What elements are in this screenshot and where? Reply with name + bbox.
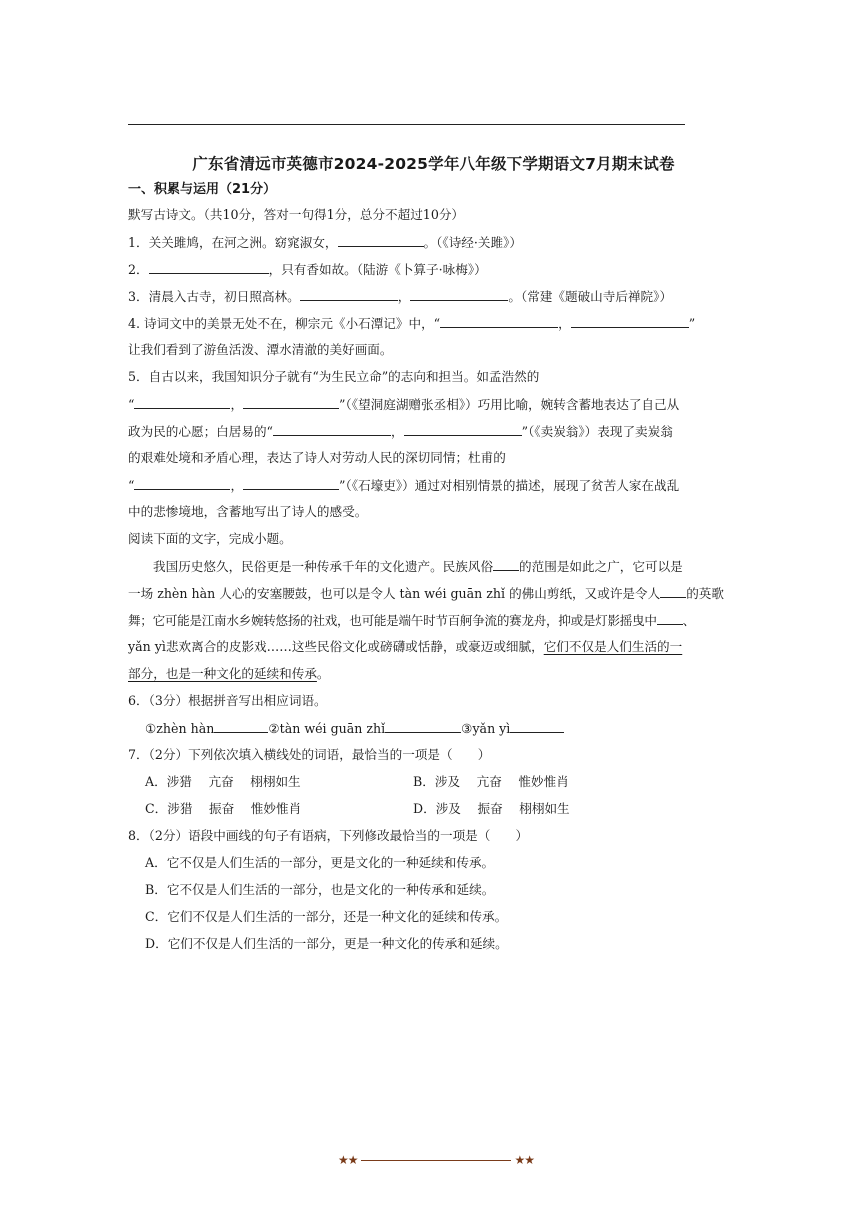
q5-line-2: [128, 395, 679, 414]
q7-option-a[interactable]: A．涉猎 亢奋 栩栩如生: [145, 774, 301, 789]
q2-text: ，只有香如故。（陆游《卜算子·咏梅》）: [268, 262, 487, 277]
star-icon: ★★: [338, 1153, 358, 1167]
q6-item-3: ③yǎn yì: [461, 721, 511, 736]
q1-text: 1．关关雎鸠，在河之洲。窈窕淑女，: [128, 235, 338, 250]
section-heading: 一、积累与运用（21分）: [128, 182, 277, 197]
q5-text: 政为民的心愿；白居易的“: [128, 424, 273, 439]
q6-items: [145, 719, 564, 738]
q6-item-1: ①zhèn hàn: [145, 721, 215, 736]
q2-blank[interactable]: [149, 260, 269, 274]
q5-quote-open: “: [128, 478, 135, 493]
question-7: 7．（2分）下列依次填入横线处的词语，最恰当的一项是（ ）: [128, 747, 491, 762]
q8-option-c[interactable]: C．它们不仅是人们生活的一部分，还是一种文化的延续和传承。: [145, 909, 508, 924]
q6-item-2: ②tàn wéi guān zhǐ: [268, 721, 386, 736]
underlined-sentence: 它们不仅是人们生活的一: [543, 639, 683, 654]
passage-line-4: [128, 638, 682, 656]
q3-blank-2[interactable]: [410, 287, 508, 301]
q7-option-d[interactable]: D．涉及 振奋 栩栩如生: [413, 801, 570, 816]
passage-text: 我国历史悠久，民俗更是一种传承千年的文化遗产。民族风俗: [153, 559, 494, 574]
q5-line-3: [128, 422, 673, 441]
q8-option-d[interactable]: D．它们不仅是人们生活的一部分，更是一种文化的传承和延续。: [145, 936, 508, 951]
question-5: 5．自古以来，我国知识分子就有“为生民立命”的志向和担当。如孟浩然的: [128, 369, 540, 384]
q3-comma: ，: [397, 289, 411, 304]
q5-blank-6[interactable]: [243, 476, 339, 490]
passage-text: 舞；它可能是江南水乡婉转悠扬的社戏，也可能是端午时节百舸争流的赛龙舟，抑或是灯影摇曳中: [128, 613, 657, 628]
page-title: 广东省清远市英德市2024-2025学年八年级下学期语文7月期末试卷: [192, 155, 675, 173]
q7-option-b[interactable]: B．涉及 亢奋 惟妙惟肖: [413, 774, 569, 789]
q4-quote: ”: [688, 316, 696, 331]
q4-blank-2[interactable]: [571, 314, 689, 328]
question-2: [128, 260, 487, 279]
q5-line-6: 中的悲惨境地，含蓄地写出了诗人的感受。: [128, 504, 368, 519]
q5-blank-5[interactable]: [134, 476, 230, 490]
q5-blank-4[interactable]: [404, 422, 522, 436]
q5-blank-3[interactable]: [273, 422, 391, 436]
q4-line-2: 让我们看到了游鱼活泼、潭水清澈的美好画面。: [128, 342, 393, 357]
q7-option-c[interactable]: C．涉猎 振奋 惟妙惟肖: [145, 801, 302, 816]
passage-text: 的英歌: [686, 586, 724, 601]
footer-divider: [361, 1160, 512, 1161]
q5-comma: ，: [230, 397, 244, 412]
passage-text: 。: [316, 666, 330, 681]
passage-blank-1[interactable]: [493, 557, 519, 571]
q3-source: 。（常建《题破山寺后禅院》）: [508, 289, 673, 304]
passage-text: 的范围是如此之广，它可以是: [519, 559, 683, 574]
q1-blank[interactable]: [338, 233, 424, 247]
q5-text: ”（《卖炭翁》）表现了卖炭翁: [521, 424, 673, 439]
q1-source: 。（《诗经·关雎》）: [423, 235, 522, 250]
q5-text: ”（《望洞庭湖赠张丞相》）巧用比喻，婉转含蓄地表达了自己从: [339, 397, 680, 412]
q5-quote-open: “: [128, 397, 135, 412]
footer-ornament: [338, 1151, 534, 1169]
q5-comma: ，: [230, 478, 244, 493]
instruction-text: 默写古诗文。（共10分，答对一句得1分，总分不超过10分）: [128, 207, 465, 222]
q3-blank-1[interactable]: [300, 287, 398, 301]
star-icon: ★★: [514, 1153, 534, 1167]
q5-blank-2[interactable]: [243, 395, 339, 409]
question-6: 6．（3分）根据拼音写出相应词语。: [128, 693, 327, 708]
passage-line-3: [128, 611, 695, 630]
q6-blank-3[interactable]: [510, 719, 564, 733]
passage-line-1: [153, 557, 683, 576]
passage-line-5: [128, 665, 330, 683]
q3-text: 3．清晨入古寺，初日照高林。: [128, 289, 300, 304]
question-8: 8．（2分）语段中画线的句子有语病，下列修改最恰当的一项是（ ）: [128, 828, 529, 843]
q4-text: 4. 诗词文中的美景无处不在，柳宗元《小石潭记》中，“: [128, 316, 441, 331]
question-1: [128, 233, 522, 252]
q6-blank-2[interactable]: [385, 719, 461, 733]
reading-intro: 阅读下面的文字，完成小题。: [128, 531, 292, 546]
q6-blank-1[interactable]: [214, 719, 268, 733]
passage-blank-2[interactable]: [660, 584, 686, 598]
header-rule: [128, 124, 685, 125]
q8-option-b[interactable]: B．它不仅是人们生活的一部分，也是文化的一种传承和延续。: [145, 882, 495, 897]
passage-text: yǎn yì悲欢离合的皮影戏……这些民俗文化或磅礴或恬静，或豪迈或细腻，: [128, 639, 544, 654]
q5-line-4: 的艰难处境和矛盾心理，表达了诗人对劳动人民的深切同情；杜甫的: [128, 450, 506, 465]
passage-text: 一场 zhèn hàn 人心的安塞腰鼓，也可以是令人 tàn wéi guān zhǐ 的佛山剪纸，又或许是令人: [128, 586, 661, 601]
q5-line-5: [128, 476, 679, 495]
q4-comma: ，: [558, 316, 571, 331]
underlined-sentence: 部分，也是一种文化的延续和传承: [128, 666, 317, 681]
q5-comma: ，: [390, 424, 404, 439]
passage-blank-3[interactable]: [657, 611, 683, 625]
question-3: [128, 287, 672, 306]
q2-number: 2．: [128, 262, 149, 277]
passage-line-2: [128, 584, 724, 603]
q5-blank-1[interactable]: [134, 395, 230, 409]
passage-text: 、: [682, 613, 695, 628]
q4-blank-1[interactable]: [440, 314, 558, 328]
q8-option-a[interactable]: A．它不仅是人们生活的一部分，更是文化的一种延续和传承。: [145, 855, 495, 870]
q5-text: ”（《石壕吏》）通过对相别情景的描述，展现了贫苦人家在战乱: [339, 478, 680, 493]
question-4: [128, 314, 695, 333]
